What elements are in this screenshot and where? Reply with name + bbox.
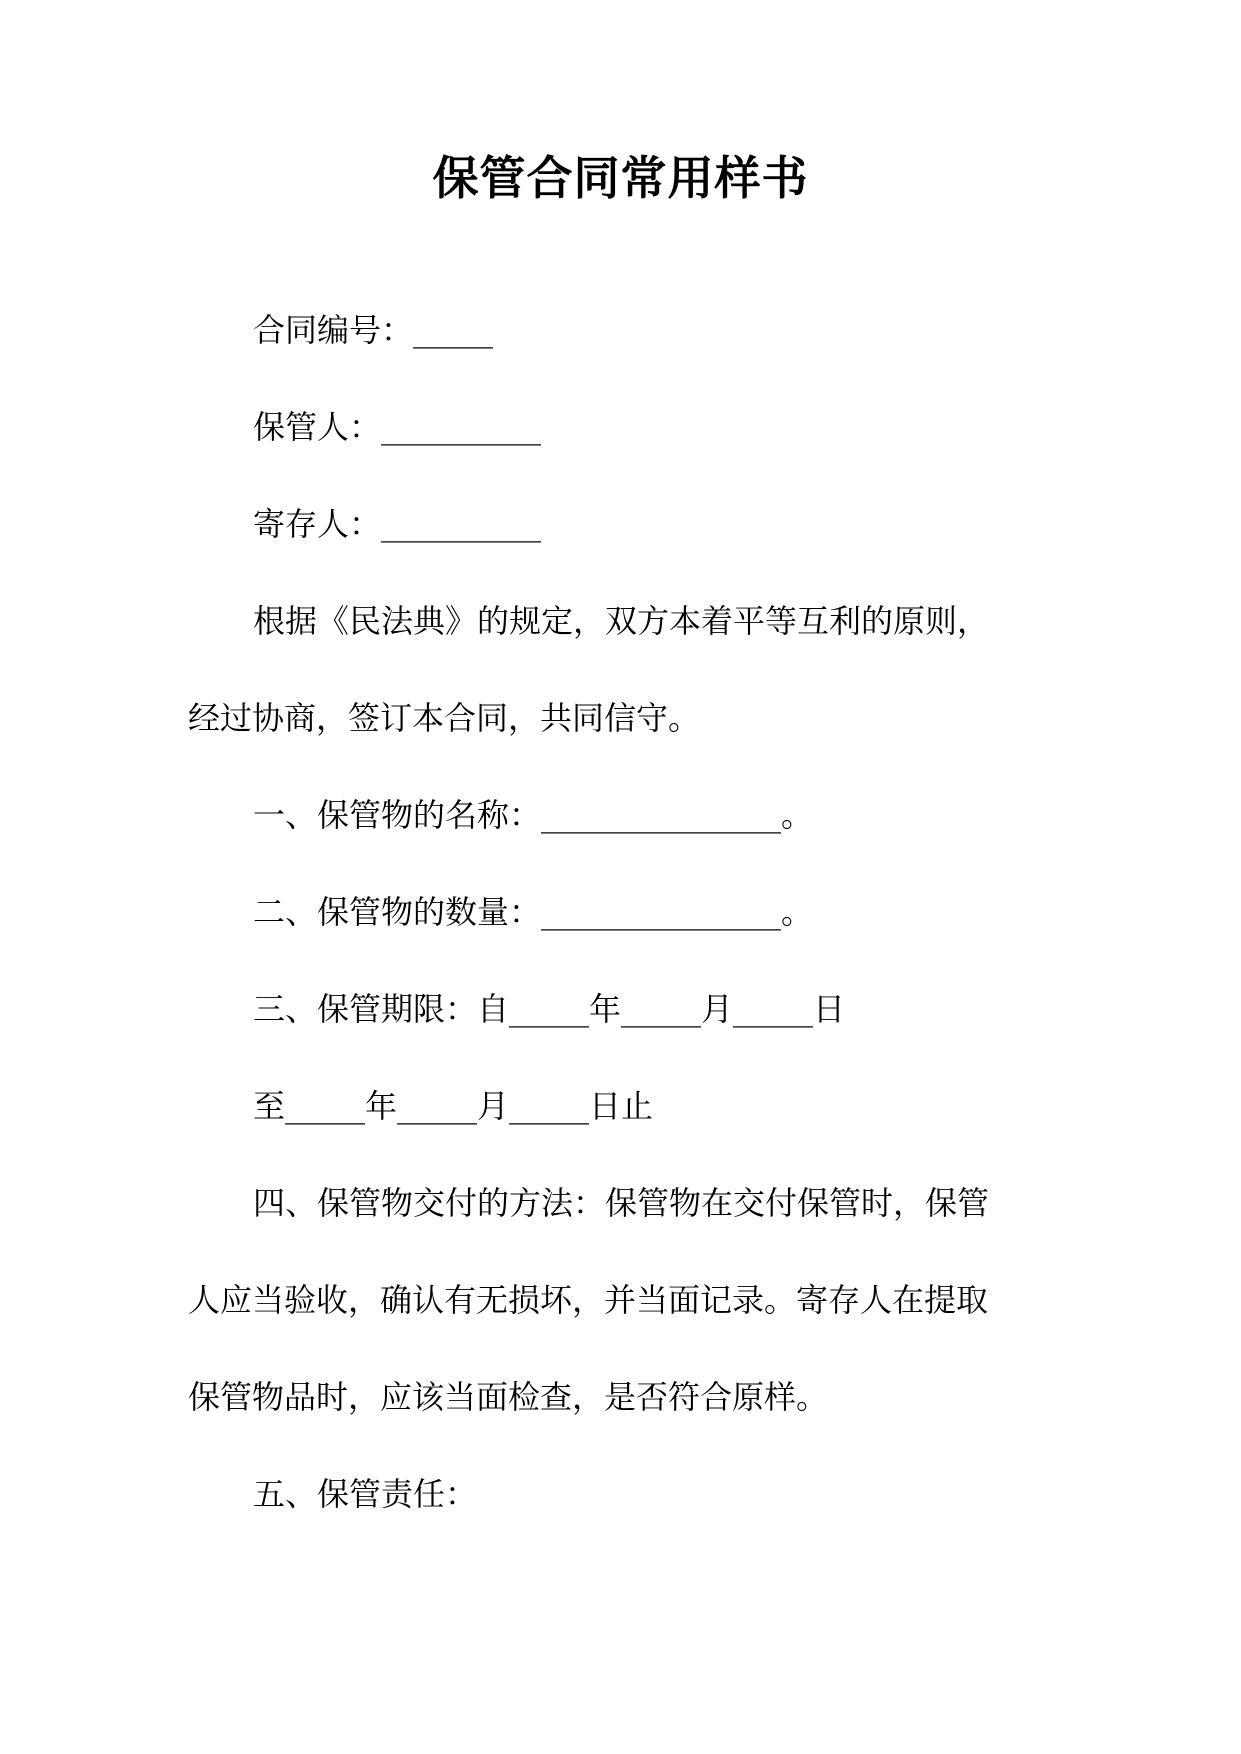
custodian-line: 保管人：__________ [253,408,542,446]
clause-3-period-line-2: 至_____年_____月_____日止 [253,1087,654,1125]
clause-3-period-line-1: 三、保管期限：自_____年_____月_____日 [253,990,846,1028]
clause-4-line-1: 四、保管物交付的方法：保管物在交付保管时，保管 [253,1184,990,1222]
clause-2-item-quantity: 二、保管物的数量：_______________。 [253,893,814,931]
clause-1-item-name: 一、保管物的名称：_______________。 [253,796,814,834]
contract-number-line: 合同编号：_____ [253,311,494,349]
depositor-line: 寄存人：__________ [253,505,542,543]
clause-4-line-3: 保管物品时，应该当面检查，是否符合原样。 [188,1378,829,1416]
clause-5-heading: 五、保管责任： [253,1475,478,1513]
preamble-line-2: 经过协商，签订本合同，共同信守。 [188,699,701,737]
preamble-line-1: 根据《民法典》的规定，双方本着平等互利的原则， [253,602,990,640]
document-title: 保管合同常用样书 [432,151,809,205]
clause-4-line-2: 人应当验收，确认有无损坏，并当面记录。寄存人在提取 [188,1281,989,1319]
